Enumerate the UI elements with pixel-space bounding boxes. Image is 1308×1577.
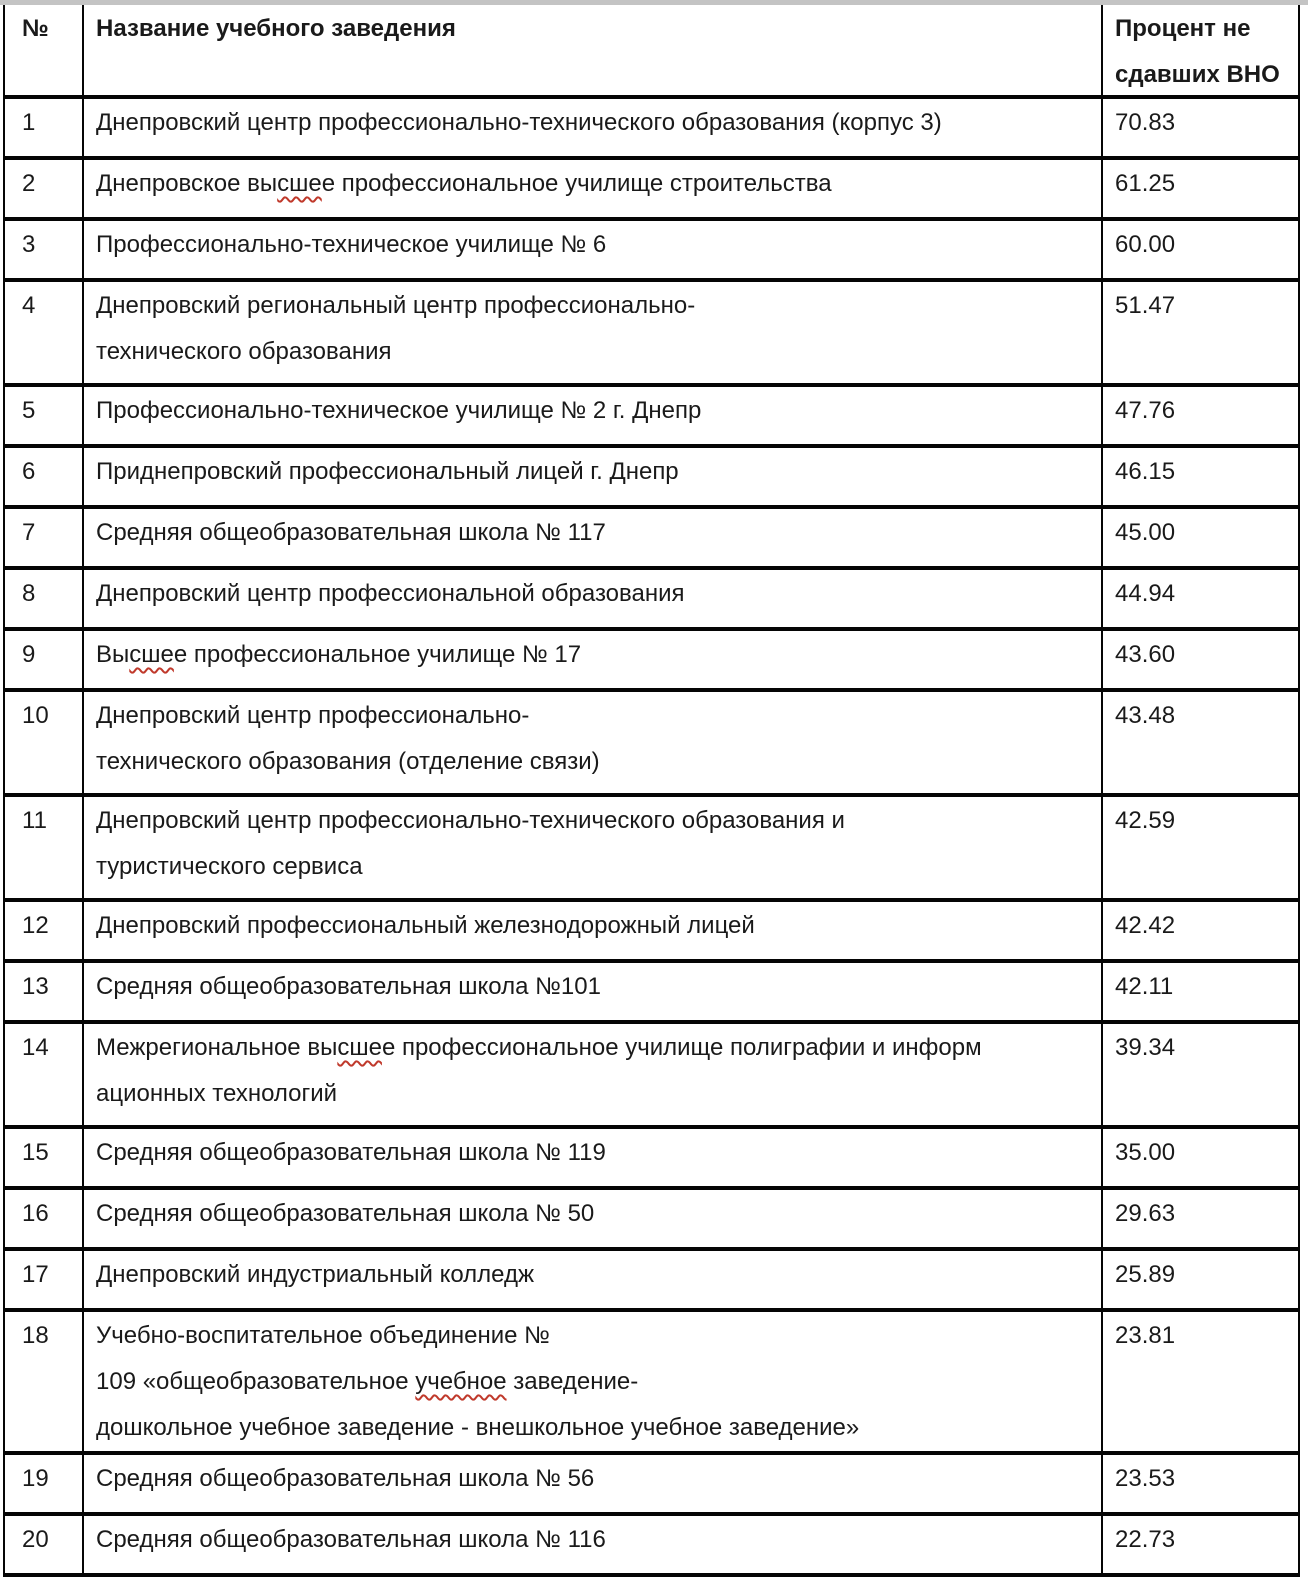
row-number-cell: 8 <box>22 580 36 607</box>
percent-cell: 61.25 <box>1101 160 1298 217</box>
name-text: е профессиональное училище № 17 <box>173 641 582 668</box>
school-name-cell <box>82 797 1101 898</box>
percent-cell: 51.47 <box>1101 282 1298 383</box>
table-row <box>5 692 1298 797</box>
row-number-cell: 13 <box>22 973 49 1000</box>
misspelled-text: учебное <box>415 1368 507 1395</box>
header-cell-name: Название учебного заведения <box>82 5 1101 98</box>
table-row <box>5 963 1298 1024</box>
school-name-cell <box>82 692 1101 793</box>
name-text: Днепровский центр профессионально-технического образования и <box>96 807 845 834</box>
name-text: технического образования <box>96 338 392 365</box>
percent-cell: 42.42 <box>1101 902 1298 959</box>
school-name-cell <box>82 221 1101 278</box>
table-row <box>5 902 1298 963</box>
percent-cell: 43.60 <box>1101 631 1298 688</box>
name-text: ационных технологий <box>96 1080 338 1107</box>
name-line <box>96 964 1091 1010</box>
school-name-cell <box>82 631 1101 688</box>
name-line <box>96 161 1091 207</box>
name-text: Средняя общеобразовательная школа № 56 <box>96 1465 595 1492</box>
name-text: Средняя общеобразовательная школа № 50 <box>96 1200 595 1227</box>
header-cell-percent: Процент не сдавших ВНО <box>1101 5 1298 98</box>
name-text: Средняя общеобразовательная школа № 117 <box>96 519 606 546</box>
table-row <box>5 1312 1298 1455</box>
school-name-cell <box>82 963 1101 1020</box>
row-number-cell: 17 <box>22 1261 49 1288</box>
name-line <box>96 1191 1091 1237</box>
percent-cell: 60.00 <box>1101 221 1298 278</box>
name-line <box>96 329 1091 375</box>
percent-cell: 43.48 <box>1101 692 1298 793</box>
table-row <box>5 448 1298 509</box>
name-text: е профессиональное училище строительства <box>321 170 832 197</box>
name-text: Днепровский центр профессиональной образования <box>96 580 685 607</box>
school-name-cell <box>82 160 1101 217</box>
name-line <box>96 222 1091 268</box>
row-number-cell: 7 <box>22 519 36 546</box>
table-row <box>5 797 1298 902</box>
percent-cell: 45.00 <box>1101 509 1298 566</box>
table-row <box>5 1129 1298 1190</box>
name-text: Средняя общеобразовательная школа № 116 <box>96 1526 606 1553</box>
table-row <box>5 1455 1298 1516</box>
name-line <box>96 510 1091 556</box>
school-name-cell <box>82 1312 1101 1451</box>
row-number-cell: 4 <box>22 292 36 319</box>
row-number-cell: 1 <box>22 109 36 136</box>
ranking-table <box>3 5 1300 1577</box>
name-line <box>96 844 1091 890</box>
school-name-cell <box>82 1190 1101 1247</box>
percent-cell: 29.63 <box>1101 1190 1298 1247</box>
school-name-cell <box>82 570 1101 627</box>
row-number-cell: 14 <box>22 1034 49 1061</box>
name-text: Днепровское вы <box>96 170 278 197</box>
name-line <box>96 1071 1091 1117</box>
table-row <box>5 1024 1298 1129</box>
table-row <box>5 160 1298 221</box>
name-line <box>96 449 1091 495</box>
name-text: е профессиональное училище полиграфии и информ <box>381 1034 982 1061</box>
row-number-cell: 11 <box>22 807 47 834</box>
percent-cell: 44.94 <box>1101 570 1298 627</box>
row-number-cell: 15 <box>22 1139 49 1166</box>
table-row <box>5 631 1298 692</box>
table-row <box>5 570 1298 631</box>
name-text: Днепровский региональный центр профессионально- <box>96 292 696 319</box>
table-row <box>5 1190 1298 1251</box>
name-line <box>96 1252 1091 1298</box>
row-number-cell: 3 <box>22 231 36 258</box>
name-line <box>96 1313 1091 1359</box>
school-name-cell <box>82 1516 1101 1573</box>
name-text: дошкольное учебное заведение - внешкольное учебное заведение» <box>96 1414 860 1441</box>
name-text: Приднепровский профессиональный лицей г. Днепр <box>96 458 679 485</box>
row-number-cell: 5 <box>22 397 36 424</box>
table-row <box>5 99 1298 160</box>
row-number-cell: 9 <box>22 641 36 668</box>
school-name-cell <box>82 387 1101 444</box>
page-top-edge <box>0 0 1308 5</box>
school-name-cell <box>82 99 1101 156</box>
name-text: заведение- <box>506 1368 639 1395</box>
name-line <box>96 903 1091 949</box>
row-number-cell: 6 <box>22 458 36 485</box>
row-number-cell: 12 <box>22 912 49 939</box>
percent-cell: 70.83 <box>1101 99 1298 156</box>
table-row <box>5 509 1298 570</box>
row-number-cell: 18 <box>22 1322 49 1349</box>
table-header-row <box>5 5 1298 99</box>
percent-cell: 47.76 <box>1101 387 1298 444</box>
name-text: Днепровский профессиональный железнодорожный лицей <box>96 912 755 939</box>
percent-cell: 39.34 <box>1101 1024 1298 1125</box>
name-line <box>96 798 1091 844</box>
name-line <box>96 1405 1091 1451</box>
table-rows <box>5 99 1298 1577</box>
misspelled-text: сше <box>277 170 322 197</box>
name-line <box>96 1359 1091 1405</box>
row-number-cell: 2 <box>22 170 36 197</box>
school-name-cell <box>82 1455 1101 1512</box>
name-text: Межрегиональное вы <box>96 1034 338 1061</box>
name-line <box>96 100 1091 146</box>
percent-cell: 23.81 <box>1101 1312 1298 1451</box>
school-name-cell <box>82 1024 1101 1125</box>
percent-cell: 46.15 <box>1101 448 1298 505</box>
name-text: 109 «общеобразовательное <box>96 1368 416 1395</box>
name-line <box>96 1130 1091 1176</box>
row-number-cell: 19 <box>22 1465 49 1492</box>
name-line <box>96 1456 1091 1502</box>
table-row <box>5 1251 1298 1312</box>
name-line <box>96 283 1091 329</box>
name-line <box>96 1025 1091 1071</box>
school-name-cell <box>82 1251 1101 1308</box>
school-name-cell <box>82 509 1101 566</box>
name-text: Днепровский индустриальный колледж <box>96 1261 535 1288</box>
name-text: Профессионально-техническое училище № 2 г. Днепр <box>96 397 702 424</box>
name-text: технического образования (отделение связи) <box>96 748 600 775</box>
table-row <box>5 221 1298 282</box>
table-row <box>5 1516 1298 1577</box>
name-text: Профессионально-техническое училище № 6 <box>96 231 607 258</box>
percent-cell: 35.00 <box>1101 1129 1298 1186</box>
row-number-cell: 16 <box>22 1200 49 1227</box>
name-line <box>96 739 1091 785</box>
school-name-cell <box>82 282 1101 383</box>
percent-cell: 22.73 <box>1101 1516 1298 1573</box>
misspelled-text: сше <box>129 641 174 668</box>
percent-cell: 23.53 <box>1101 1455 1298 1512</box>
name-line <box>96 571 1091 617</box>
name-line <box>96 388 1091 434</box>
name-line <box>96 693 1091 739</box>
name-text: туристического сервиса <box>96 853 363 880</box>
name-text: Учебно-воспитательное объединение № <box>96 1322 550 1349</box>
name-line <box>96 632 1091 678</box>
percent-cell: 42.11 <box>1101 963 1298 1020</box>
row-number-cell: 10 <box>22 702 49 729</box>
percent-cell: 25.89 <box>1101 1251 1298 1308</box>
percent-cell: 42.59 <box>1101 797 1298 898</box>
name-text: Средняя общеобразовательная школа № 119 <box>96 1139 606 1166</box>
name-text: Днепровский центр профессионально- <box>96 702 530 729</box>
name-text: Средняя общеобразовательная школа №101 <box>96 973 601 1000</box>
school-name-cell <box>82 1129 1101 1186</box>
table-row <box>5 282 1298 387</box>
school-name-cell <box>82 448 1101 505</box>
row-number-cell: 20 <box>22 1526 49 1553</box>
name-line <box>96 1517 1091 1563</box>
misspelled-text: сше <box>337 1034 382 1061</box>
name-text: Вы <box>96 641 130 668</box>
school-name-cell <box>82 902 1101 959</box>
header-cell-number: № <box>22 15 49 42</box>
table-row <box>5 387 1298 448</box>
name-text: Днепровский центр профессионально-технического образования (корпус 3) <box>96 109 942 136</box>
